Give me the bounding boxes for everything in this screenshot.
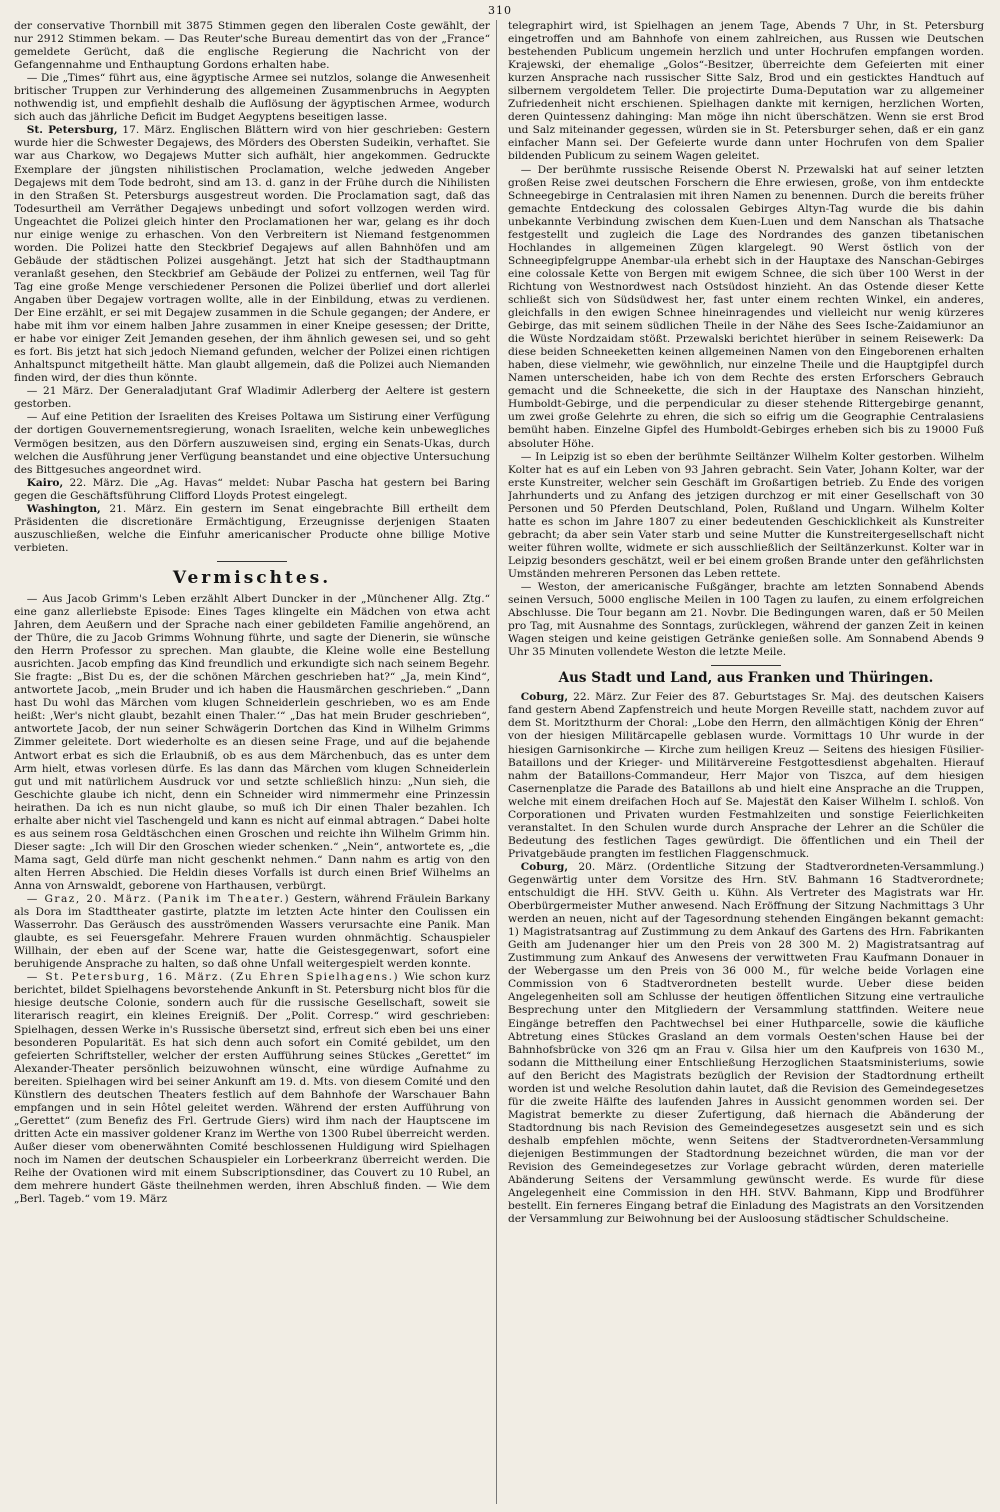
article-text: Gestern, während Fräulein Barkany als Dora im Stadttheater gastirte, platzte im letzten Acte hinter den Coulissen ein Wasserrohr. Das Geräusch des ausströmenden Wassers verursachte eine Panik. Man glaubte, es sei Feuersgefahr. Mehrere Frauen wurden ohnmächtig. Schauspieler Willhain, der eben auf der Scene war, hatte die Geistesgegenwart, sofort eine beruhigende Ansprache zu halten, so daß ohne Unfall weitergespielt werden konnte. [14, 893, 490, 971]
dateline: — Graz, 20. März. (Panik im Theater.) [26, 893, 291, 906]
article-paragraph [14, 503, 490, 555]
article-paragraph [14, 477, 490, 503]
dateline: Coburg, [520, 860, 569, 873]
page-number: 310 [488, 4, 512, 17]
section-title: Aus Stadt und Land, aus Franken und Thüringen. [558, 670, 934, 687]
right-column [508, 20, 984, 1504]
article-paragraph: — Der berühmte russische Reisende Oberst N. Przewalski hat auf seiner letzten großen Reise zwei deutschen Forschern die Ehre erwiesen, große, von ihm entdeckte Schneegebirge in Centralasien mit ihren Namen zu benennen. Durch die bereits früher gemachte Entdeckung des colossalen Gebirges Altyn-Tag wurde die bis dahin unbekannte Verbindung zwischen dem Kuen-Luen und dem Nanschan als Thatsache festgestellt und zugleich die Lage des Nordrandes des ganzen tibetanischen Hochlandes in allgemeinen Zügen klargelegt. 90 Werst östlich von der Schneegipfelgruppe Anembar-ula erhebt sich in der Hauptaxe des Nanschan-Gebirges eine colossale Kette von Bergen mit ewigem Schnee, die sich über 100 Werst in der Richtung von Westnordwest nach Ostsüdost hinzieht. An das Ostende dieser Kette schließt sich von Südsüdwest her, fast unter einem rechten Winkel, ein anderes, gleichfalls in den ewigen Schnee hineinragendes und vielleicht nur wenig kürzeres Gebirge, das mit seinem südlichen Theile in der Nähe des Sees Ische-Zaidamiunor an die Wüste Nordzaidam stößt. Przewalski berichtet hierüber in seinem Reisewerk: Da diese beiden Schneeketten keinen allgemeinen Namen von den Eingeborenen erhalten haben, diese vielmehr, wie gewöhnlich, nur einzelne Theile und die Hauptgipfel durch Namen unterscheiden, habe ich von dem Rechte des ersten Erforschers Gebrauch gemacht und die Schneekette, die sich in der Hauptaxe des Nanschan hinzieht, Humboldt-Gebirge, und die perpendicular zu dieser stehende Rittergebirge genannt, um zwei große Gelehrte zu ehren, die sich so eifrig um die Geographie Centralasiens bemüht haben. Einzelne Gipfel des Humboldt-Gebirges erheben sich bis zu 19000 Fuß absoluter Höhe. [508, 163, 984, 450]
separator-rule [711, 665, 781, 666]
article-paragraph: — Auf eine Petition der Israeliten des Kreises Poltawa um Sistirung einer Verfügung der dortigen Gouvernementsregierung, wonach Israeliten, welche kein unbewegliches Vermögen besitzen, aus den Dörfern auszuweisen sind, erging ein Senats-Ukas, durch welchen die Ausführung jener Verfügung beanstandet und eine objective Untersuchung des Bittgesuches angeordnet wird. [14, 411, 490, 476]
article-paragraph: — Aus Jacob Grimm's Leben erzählt Albert Duncker in der „Münchener Allg. Ztg.“ eine ganz allerliebste Episode: Eines Tages klingelte ein Mädchen von etwa acht Jahren, dem Aeußern und der Sprache nach einer gebildeten Familie angehörend, an der Thüre, die zu Jacob Grimms Wohnung führte, und sagte der Dienerin, sie wünsche den Herrn Professor zu sprechen. Man glaubte, die Kleine wolle eine Bestellung ausrichten. Jacob empfing das Kind freundlich und erkundigte sich nach seinem Begehr. Sie fragte: „Bist Du es, der die schönen Märchen geschrieben hat?“ „Ja, mein Kind“, antwortete Jacob, „mein Bruder und ich haben die Hausmärchen geschrieben.“ „Dann hast Du wohl das Märchen vom klugen Schneiderlein geschrieben, wo es am Ende heißt: ‚Wer's nicht glaubt, bezahlt einen Thaler.‘“ „Das hat mein Bruder geschrieben“, antwortete Jacob, der nun seiner Schwägerin Dortchen das Kind in Wilhelm Grimms Zimmer geleitete. Dort wiederholte es an diesen seine Frage, und auf die bejahende Antwort erbat es sich die Erlaubniß, ob es aus dem Märchenbuch, das es unter dem Arm hielt, etwas vorlesen dürfe. Es las dann das Märchen vom klugen Schneiderlein gut und mit natürlichem Ausdruck vor und setzte schließlich hinzu: „Nun sieh, die Geschichte glaube ich nicht, denn ein Schneider wird nimmermehr eine Prinzessin heirathen. Da ich es nun nicht glaube, so muß ich Dir einen Thaler bezahlen. Ich erhalte aber nicht viel Taschengeld und kann es nicht auf einmal abtragen.“ Dabei holte es aus seinem rosa Geldtäschchen einen Groschen und reichte ihn Wilhelm Grimm hin. Dieser sagte: „Ich will Dir den Groschen wieder schenken.“ „Nein“, antwortete es, „die Mama sagt, Geld dürfe man nicht geschenkt nehmen.“ Dann nahm es artig von den alten Herren Abschied. Die Heldin dieses Vorfalls ist durch einen Brief Wilhelms an Anna von Arnswaldt, geborene von Harthausen, verbürgt. [14, 592, 490, 892]
dateline: St. Petersburg, [26, 124, 118, 137]
left-column [14, 20, 490, 1504]
article-text: 22. März. Die „Ag. Havas“ meldet: Nubar Pascha hat gestern bei Baring gegen die Geschäftsführung Clifford Lloyds Protest eingelegt. [14, 476, 490, 502]
article-paragraph: der conservative Thornbill mit 3875 Stimmen gegen den liberalen Coste gewählt, der nur 2912 Stimmen bekam. — Das Reuter'sche Bureau dementirt das von der „France“ gemeldete Gerücht, daß die englische Regierung die Nachricht von der Gefangennahme und Enthauptung Gordons erhalten habe. [14, 20, 490, 72]
section-title: Vermischtes. [172, 567, 332, 588]
article-paragraph: — Die „Times“ führt aus, eine ägyptische Armee sei nutzlos, solange die Anwesenheit britischer Truppen zur Verhinderung des allgemeinen Zusammenbruchs in Aegypten nothwendig ist, und empfiehlt deshalb die Auflösung der ägyptischen Armee, wodurch sich auch das jährliche Deficit im Budget Aegyptens beseitigen lasse. [14, 72, 490, 124]
article-paragraph: — Weston, der americanische Fußgänger, brachte am letzten Sonnabend Abends seinen Versuch, 5000 englische Meilen in 100 Tagen zu laufen, zu einem erfolgreichen Abschlusse. Die Tour begann am 21. Novbr. Die Bedingungen waren, daß er 50 Meilen pro Tag, mit Ausnahme des Sonntags, zurücklegen, während der ganzen Zeit in keinen Wagen steigen und keine geistigen Getränke genießen solle. Am Sonnabend Abends 9 Uhr 35 Minuten vollendete Weston die letzte Meile. [508, 581, 984, 659]
article-paragraph: — 21 März. Der Generaladjutant Graf Wladimir Adlerberg der Aeltere ist gestern gestorben. [14, 385, 490, 411]
article-paragraph [14, 893, 490, 971]
dateline: Coburg, [520, 691, 569, 704]
article-text: Wie schon kurz berichtet, bildet Spielhagens bevorstehende Ankunft in St. Petersburg nicht blos für die hiesige deutsche Colonie, sondern auch für die russische Gesellschaft, soweit sie literarisch reagirt, ein kleines Ereigniß. Der „Polit. Corresp.“ wird geschrieben: Spielhagen, dessen Werke in's Russische übersetzt sind, erfreut sich eben bei uns einer besonderen Popularität. Es hat sich denn auch sofort ein Comité gebildet, um den gefeierten Schriftsteller, welcher der ersten Aufführung seines Stückes „Gerettet“ im Alexander-Theater persönlich beizuwohnen wünscht, eine würdige Aufnahme zu bereiten. Spielhagen wird bei seiner Ankunft am 19. d. Mts. von diesem Comité und den Künstlern des deutschen Theaters festlich auf dem Bahnhofe der Warschauer Bahn empfangen und in sein Hôtel geleitet werden. Während der ersten Aufführung von „Gerettet“ (zum Benefiz des Frl. Gertrude Giers) wird ihm nach der Hauptscene im dritten Acte ein massiver goldener Kranz im Werthe von 1300 Rubel überreicht werden. Außer dieser vom obenerwähnten Comité beschlossenen Huldigung wird Spielhagen noch im Namen der deutschen Schauspieler ein Lorbeerkranz überreicht werden. Die Reihe der Ovationen wird mit einem Subscriptionsdiner, das Couvert zu 10 Rubel, an dem mehrere hundert Gäste theilnehmen werden, ihren Abschluß finden. — Wie dem „Berl. Tageb.“ vom 19. März [14, 971, 490, 1206]
article-paragraph [14, 124, 490, 385]
article-paragraph [508, 861, 984, 1226]
article-paragraph [14, 971, 490, 1206]
column-divider [496, 20, 497, 1504]
article-paragraph: telegraphirt wird, ist Spielhagen an jenem Tage, Abends 7 Uhr, in St. Petersburg eingetroffen und am Bahnhofe von einem zahlreichen, aus Russen wie Deutschen bestehenden Publicum ungemein herzlich und unter Hochrufen empfangen worden. Krajewski, der ehemalige „Golos“-Besitzer, überreichte dem Gefeierten mit einer kurzen Ansprache nach russischer Sitte Salz, Brod und ein gesticktes Handtuch auf silbernem vergoldetem Teller. Die projectirte Duma-Deputation war zu allgemeiner Zufriedenheit nicht erschienen. Spielhagen dankte mit kernigen, herzlichen Worten, deren Quintessenz dahinging: Man möge ihn nicht überschätzen. Wenn sie erst Brod und Salz miteinander gegessen, würden sie in St. Petersburger sehen, daß er ein ganz einfacher Mann sei. Der Gefeierte wurde dann unter Hochrufen von dem Spalier bildenden Publicum zu seinem Wagen geleitet. [508, 20, 984, 163]
article-text: 21. März. Ein gestern im Senat eingebrachte Bill ertheilt dem Präsidenten die discretionäre Ermächtigung, Erzeugnisse derjenigen Staaten auszuschließen, welche die Einfuhr americanischer Producte ohne billige Motive verbieten. [14, 502, 490, 554]
article-text: 20. März. (Ordentliche Sitzung der Stadtverordneten-Versammlung.) Gegenwärtig unter dem Vorsitze des Hrn. StV. Bahmann 16 Stadtverordnete; entschuldigt die HH. StVV. Geith u. Kühn. Als Vertreter des Magistrats war Hr. Oberbürgermeister Muther anwesend. Nach Eröffnung der Sitzung Nachmittags 3 Uhr werden an neuen, nicht auf der Tagesordnung stehenden Eingängen bekannt gemacht: 1) Magistratsantrag auf Zustimmung zu dem Ankauf des Gartens des Hrn. Fabrikanten Geith am Judenanger hier um den Preis von 28 300 M. 2) Magistratsantrag auf Zustimmung zum Ankauf des Anwesens der verwittweten Frau Kaufmann Donauer in der Webergasse um den Preis von 36 000 M., für welche beide Vorlagen eine Commission von 6 Stadtverordneten bestellt wurde. Ueber diese beiden Angelegenheiten soll am Schlusse der heutigen öffentlichen Sitzung eine vertrauliche Besprechung unter den Mitgliedern der Versammlung stattfinden. Weitere neue Eingänge betreffen den Pachtwechsel bei einer Huthparcelle, sowie die käufliche Abtretung eines Stückes Grasland an dem vormals Oesten'schen Hause bei der Bahnhofsbrücke von 326 qm an Frau v. Gilsa hier um den Kaufpreis von 1630 M., sodann die Mittheilung einer Entschließung Herzoglichen Staatsministeriums, sowie auf den Bericht des Magistrats bezüglich der Revision der Stadtordnung ertheilt worden ist und welche Resolution dahin lautet, daß die Revision des Gemeindegesetzes für die zweite Hälfte des laufenden Jahres in Aussicht genommen worden sei. Der Magistrat bemerkte zu dieser Zufertigung, daß hiernach die Abänderung der Stadtordnung bis nach Revision des Gemeindegesetzes ausgesetzt sein und es sich deshalb empfehlen möchte, wenn Seitens der Stadtverordneten-Versammlung diejenigen Bestimmungen der Stadtordnung bezeichnet würden, die man vor der Revision des Gemeindegesetzes zur Vorlage gebracht würden, deren materielle Abänderung Seitens der Versammlung gewünscht werde. Es wurde für diese Angelegenheit eine Commission in den HH. StVV. Bahmann, Kipp und Brodführer bestellt. Ein ferneres Eingang betraf die Einladung des Magistrats an den Vorsitzenden der Versammlung zur Beiwohnung bei der Ausloosung städtischer Schuldscheine. [508, 860, 984, 1226]
dateline: — St. Petersburg, 16. März. (Zu Ehren Spielhagens.) [26, 971, 400, 984]
dateline: Kairo, [26, 476, 64, 489]
dateline: Washington, [26, 502, 101, 515]
article-text: 17. März. Englischen Blättern wird von hier geschrieben: Gestern wurde hier die Schwester Degajews, des Mörders des Obersten Sudeikin, verhaftet. Sie war aus Charkow, wo Degajews Mutter sich aufhält, hier angekommen. Gedruckte Exemplare der jüngsten nihilistischen Proclamation, welche jedweden Angeber Degajews mit dem Tode bedroht, sind am 13. d. ganz in der Frühe durch die Nihilisten in den Straßen St. Petersburgs ausgestreut worden. Die Proclamation sagt, daß das Todesurtheil am Verräther Degajews unbedingt und sofort vollzogen werden wird. Ungeachtet die Polizei gleich hinter den Proclamationen her war, gelang es ihr doch nur einige wenige zu erhaschen. Von den Verbreitern ist Niemand festgenommen worden. Die Polizei hatte den Steckbrief Degajews auf allen Bahnhöfen und am Gebäude der städtischen Polizei ausgehängt. Jetzt hat sich der Stadthauptmann veranlaßt gesehen, den Steckbrief am Gebäude der Polizei zu entfernen, weil Tag für Tag eine große Menge verschiedener Personen die Polizei überlief und dort allerlei Angaben über Degajew vortragen wollte, alle in der Einbildung, etwas zu verdienen. Der Eine erzählt, er sei mit Degajew zusammen in die Schule gegangen; der Andere, er habe mit ihm vor einem halben Jahre zusammen in einer Kneipe gesessen; der Dritte, er habe vor einiger Zeit Jemanden gesehen, der ihm ähnlich gewesen sei, und so geht es fort. Bis jetzt hat sich jedoch Niemand gefunden, welcher der Polizei einen richtigen Anhaltspunct mitgetheilt hätte. Man glaubt allgemein, daß die Polizei auch Niemanden finden wird, der dies thun könnte. [14, 124, 490, 385]
article-paragraph [508, 691, 984, 861]
article-paragraph: — In Leipzig ist so eben der berühmte Seiltänzer Wilhelm Kolter gestorben. Wilhelm Kolter hat es auf ein Leben von 93 Jahren gebracht. Sein Vater, Johann Kolter, war der erste Kunstreiter, welcher sein Geschäft im Großartigen betrieb. Zu Ende des vorigen Jahrhunderts und zu Anfang des jetzigen durchzog er mit einer Gesellschaft von 30 Personen und 50 Pferden Deutschland, Polen, Rußland und Ungarn. Wilhelm Kolter hatte es schon im Jahre 1807 zu einer bedeutenden Geschicklichkeit als Kunstreiter gebracht; da aber sein Vater starb und seine Mutter die Kunstreitergesellschaft nicht weiter führen wollte, widmete er sich ausschließlich der Seiltänzerkunst. Kolter war in Leipzig besonders geschätzt, weil er bei einem großen Brande unter den gefährlichsten Umständen mehreren Personen das Leben rettete. [508, 450, 984, 580]
separator-rule [217, 561, 287, 562]
article-text: 22. März. Zur Feier des 87. Geburtstages Sr. Maj. des deutschen Kaisers fand gestern Abend Zapfenstreich und heute Morgen Reveille statt, nachdem zuvor auf dem St. Moritzthurm der Choral: „Lobe den Herrn, den allmächtigen König der Ehren“ von der hiesigen Militärcapelle geblasen wurde. Vormittags 10 Uhr wurde in der hiesigen Garnisonkirche — Kirche zum heiligen Kreuz — Seitens des hiesigen Füsilier-Bataillons und der Krieger- und Militärvereine Festgottesdienst abgehalten. Hierauf nahm der Bataillons-Commandeur, Herr Major von Tiszca, auf dem hiesigen Casernenplatze die Parade des Bataillons ab und hielt eine Ansprache an die Truppen, welche mit einem dreifachen Hoch auf Se. Majestät den Kaiser Wilhelm I. schloß. Von Corporationen und Privaten wurden Festmahlzeiten und sonstige Feierlichkeiten veranstaltet. In den Schulen wurde durch Ansprache der Lehrer an die Schüler die Bedeutung des festlichen Tages gewürdigt. Die öffentlichen und ein Theil der Privatgebäude prangten im festlichen Flaggenschmuck. [508, 691, 984, 860]
